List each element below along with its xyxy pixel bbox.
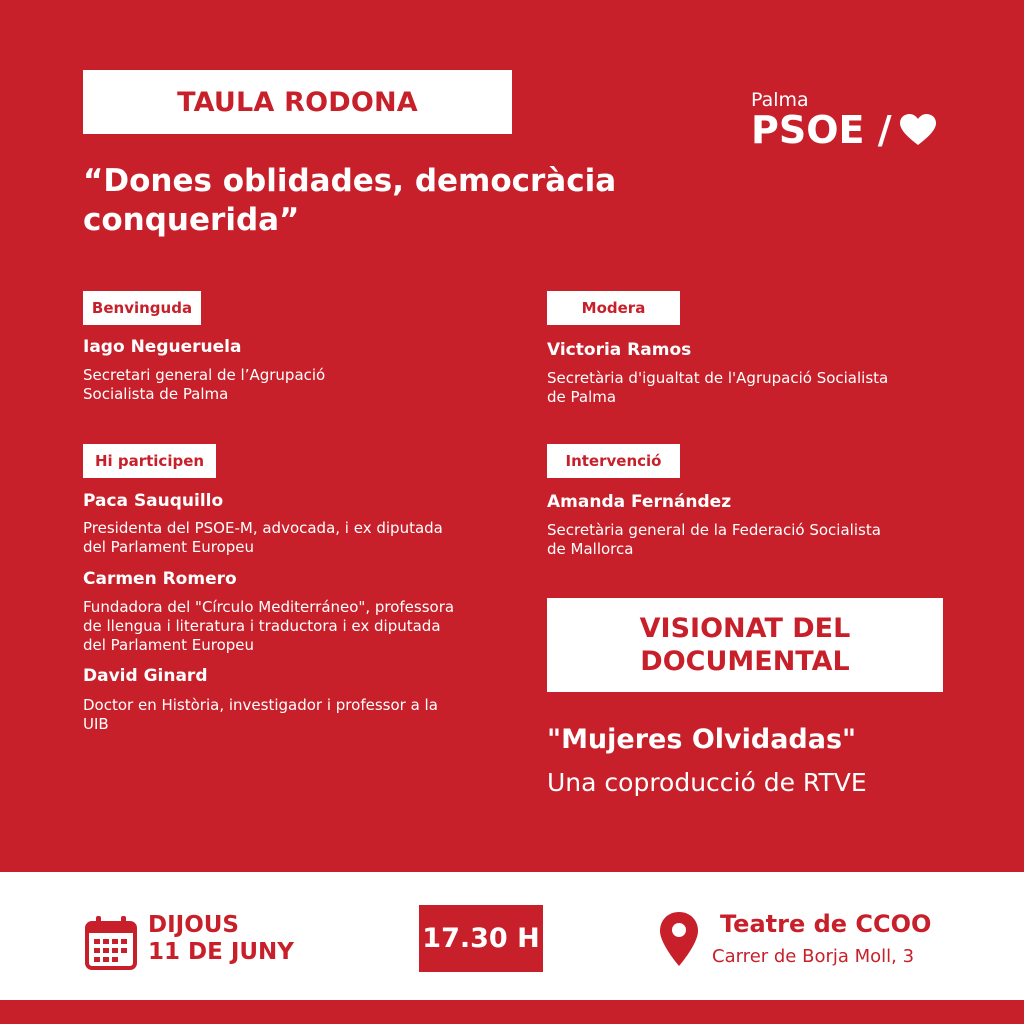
participant-name: Paca Sauquillo [83, 491, 224, 511]
desc-line: Presidenta del PSOE-M, advocada, i ex diputada [83, 519, 443, 537]
moderator-label-box [547, 291, 680, 325]
desc-line: Doctor en Història, investigador i professor a la [83, 696, 438, 714]
participant-name: Carmen Romero [83, 569, 237, 589]
location-pin-icon [658, 910, 700, 968]
welcome-label: Benvinguda [91, 299, 193, 317]
welcome-description [83, 366, 325, 404]
venue-name: Teatre de CCOO [720, 910, 932, 938]
logo-city: Palma [751, 89, 809, 111]
desc-line: Secretària general de la Federació Socialista [547, 521, 881, 539]
heart-icon [900, 114, 936, 146]
desc-line: Fundadora del "Círculo Mediterráneo", professora [83, 598, 455, 616]
intervention-description [547, 521, 881, 559]
event-time: 17.30 H [422, 923, 540, 954]
desc-line: del Parlament Europeu [83, 636, 255, 654]
footer-strip [0, 1000, 1024, 1024]
desc-line: Socialista de Palma [83, 385, 229, 403]
page-title: TAULA RODONA [177, 86, 418, 118]
logo-brand: PSOE / [751, 108, 892, 152]
film-subtitle: Una coproducció de RTVE [547, 768, 867, 797]
event-date [148, 912, 294, 966]
film-title: "Mujeres Olvidadas" [547, 724, 857, 755]
participants-label-box [83, 444, 216, 478]
event-quote [83, 162, 643, 240]
intervention-name: Amanda Fernández [547, 492, 732, 512]
title-box [83, 70, 512, 134]
participant-description [83, 519, 443, 557]
participant-name: David Ginard [83, 666, 208, 686]
quote-line: conquerida” [83, 202, 300, 238]
event-date-text: 11 DE JUNY [148, 939, 294, 965]
time-box [419, 905, 543, 972]
desc-line: UIB [83, 715, 109, 733]
desc-line: de llengua i literatura i traductora i ex diputada [83, 617, 441, 635]
documentary-heading: VISIONAT DEL [639, 613, 851, 644]
venue-address: Carrer de Borja Moll, 3 [712, 946, 915, 967]
quote-line: “Dones oblidades, democràcia [83, 163, 617, 199]
welcome-label-box [83, 291, 201, 325]
documentary-heading: DOCUMENTAL [640, 646, 850, 677]
desc-line: Secretari general de l’Agrupació [83, 366, 326, 384]
welcome-name: Iago Negueruela [83, 337, 242, 357]
intervention-label-box [547, 444, 680, 478]
moderator-description [547, 369, 888, 407]
documentary-box [547, 598, 943, 692]
desc-line: de Mallorca [547, 540, 634, 558]
participant-description [83, 598, 454, 655]
desc-line: del Parlament Europeu [83, 538, 255, 556]
participants-label: Hi participen [94, 452, 205, 470]
calendar-icon [84, 915, 138, 971]
event-day: DIJOUS [148, 912, 240, 938]
moderator-label: Modera [581, 299, 646, 317]
desc-line: Secretària d'igualtat de l'Agrupació Socialista [547, 369, 889, 387]
moderator-name: Victoria Ramos [547, 340, 692, 360]
desc-line: de Palma [547, 388, 617, 406]
psoe-logo [751, 108, 936, 152]
intervention-label: Intervenció [565, 452, 662, 470]
participant-description [83, 696, 438, 734]
